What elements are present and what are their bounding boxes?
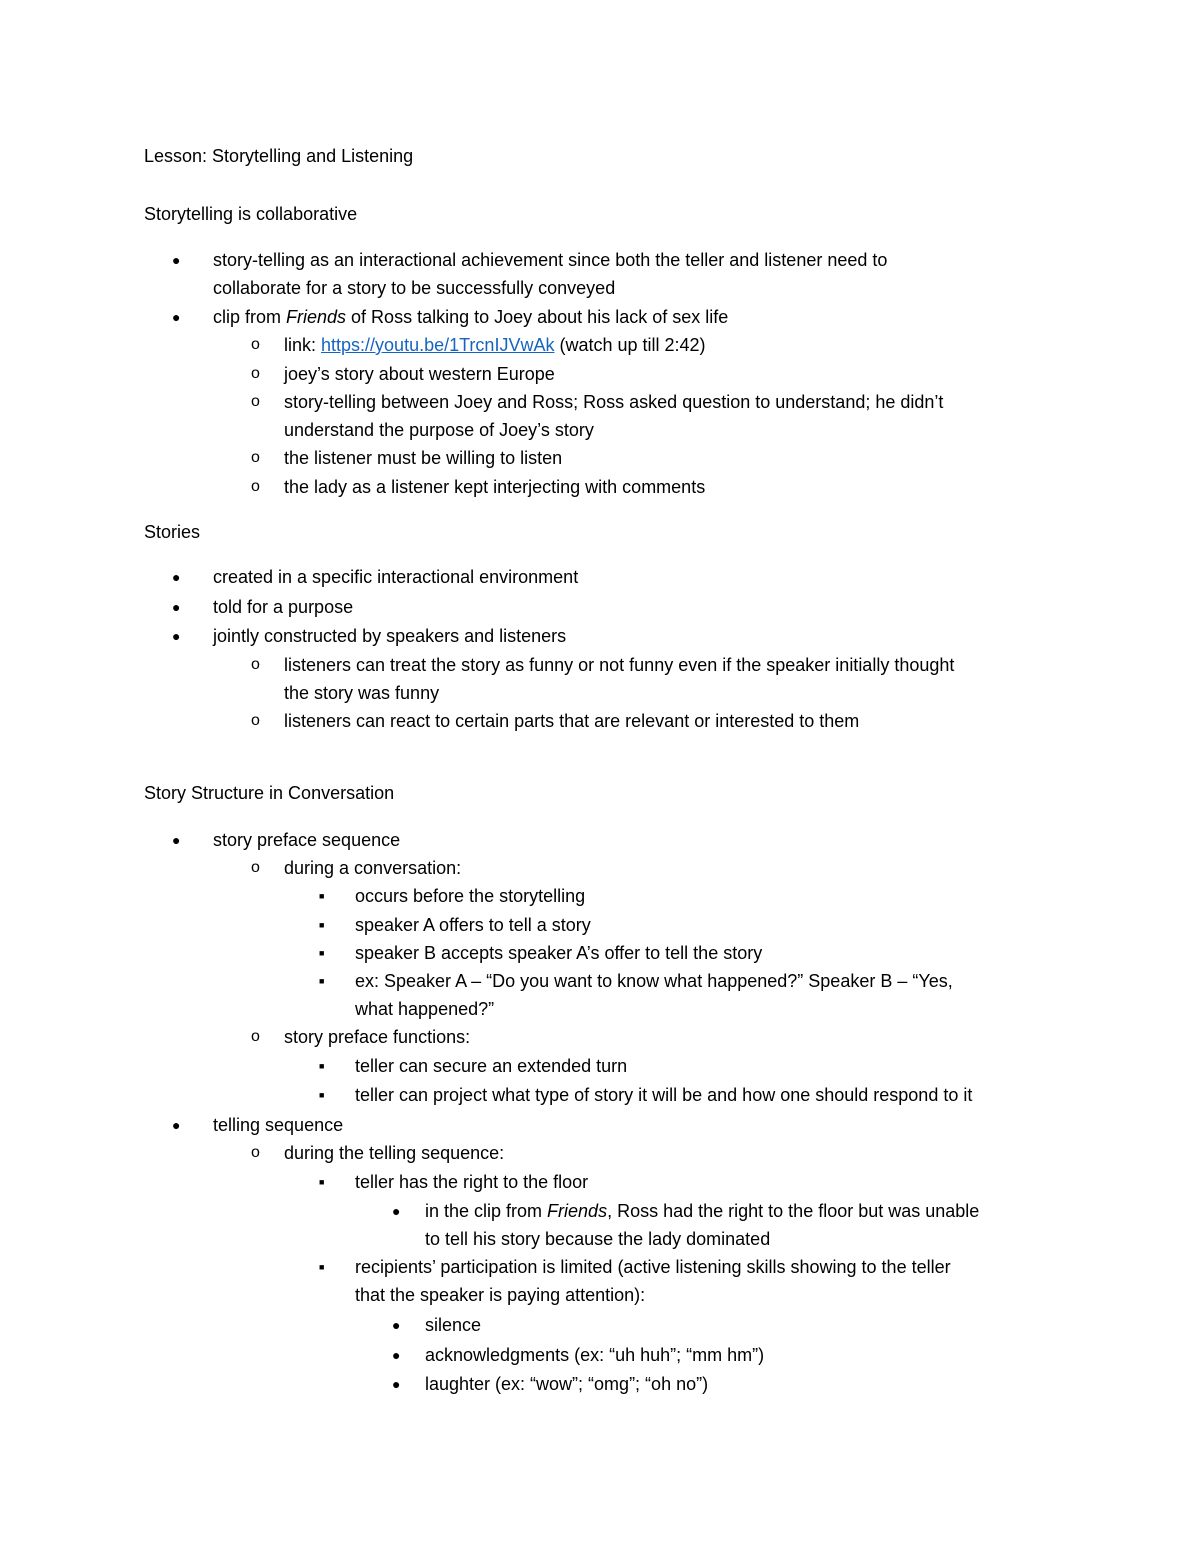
sub-sub-item-text: speaker A offers to tell a story: [355, 915, 591, 935]
disc-bullet: ●: [172, 832, 181, 848]
disc-bullet: ●: [172, 1117, 181, 1133]
sub-sub-item-text: teller can project what type of story it will be and how one should respond to it: [355, 1085, 973, 1105]
nested-item-text: laughter (ex: “wow”; “omg”; “oh no”): [425, 1374, 709, 1394]
list-item-text-continued: collaborate for a story to be successfully conveyed: [213, 278, 616, 298]
list-item-text: story-telling as an interactional achievement since both the teller and listener need to: [213, 250, 888, 270]
list-item-text: created in a specific interactional environment: [213, 567, 579, 587]
sub-sub-item-text-continued: what happened?”: [355, 999, 495, 1019]
text-run: , Ross had the right to the floor but was unable: [607, 1201, 980, 1221]
circle-bullet: o: [251, 478, 260, 495]
circle-bullet: o: [251, 1028, 260, 1045]
list-item-text: told for a purpose: [213, 597, 354, 617]
sub-item-text: during a conversation:: [284, 858, 462, 878]
disc-bullet: ●: [392, 1347, 401, 1363]
disc-bullet: ●: [392, 1203, 401, 1219]
text-run: (watch up till 2:42): [554, 335, 706, 355]
sub-item-text: during the telling sequence:: [284, 1143, 505, 1163]
show-title: Friends: [286, 307, 347, 327]
sub-item-text: story-telling between Joey and Ross; Ross asked question to understand; he didn’t: [284, 392, 944, 412]
sub-item-text: the lady as a listener kept interjecting with comments: [284, 477, 706, 497]
sub-item-link: [284, 333, 706, 357]
nested-item-text: acknowledgments (ex: “uh huh”; “mm hm”): [425, 1345, 765, 1365]
square-bullet: ■: [319, 948, 325, 958]
sub-sub-item-text: occurs before the storytelling: [355, 886, 586, 906]
circle-bullet: o: [251, 449, 260, 466]
sub-item-text: story preface functions:: [284, 1027, 471, 1047]
disc-bullet: ●: [392, 1376, 401, 1392]
nested-item-friends-clip: [425, 1199, 979, 1223]
disc-bullet: ●: [172, 628, 181, 644]
sub-sub-item-text: recipients’ participation is limited (active listening skills showing to the teller: [355, 1257, 951, 1277]
disc-bullet: ●: [172, 569, 181, 585]
text-run: in the clip from: [425, 1201, 548, 1221]
list-item-text: telling sequence: [213, 1115, 344, 1135]
square-bullet: ■: [319, 891, 325, 901]
circle-bullet: o: [251, 656, 260, 673]
sub-sub-item-text-continued: that the speaker is paying attention):: [355, 1285, 646, 1305]
sub-item-text-continued: the story was funny: [284, 683, 440, 703]
text-run: of Ross talking to Joey about his lack of sex life: [346, 307, 729, 327]
sub-item-text: the listener must be willing to listen: [284, 448, 563, 468]
list-item-text: jointly constructed by speakers and listeners: [213, 626, 567, 646]
text-run: clip from: [213, 307, 287, 327]
section-heading-structure: Story Structure in Conversation: [144, 783, 395, 803]
disc-bullet: ●: [172, 252, 181, 268]
youtube-link[interactable]: https://youtu.be/1TrcnIJVwAk: [321, 335, 555, 355]
sub-sub-item-text: teller has the right to the floor: [355, 1172, 589, 1192]
square-bullet: ■: [319, 976, 325, 986]
lesson-title: Lesson: Storytelling and Listening: [144, 146, 414, 166]
sub-item-text: listeners can react to certain parts that are relevant or interested to them: [284, 711, 860, 731]
nested-item-text: silence: [425, 1315, 482, 1335]
list-item-text: story preface sequence: [213, 830, 401, 850]
circle-bullet: o: [251, 336, 260, 353]
disc-bullet: ●: [392, 1317, 401, 1333]
circle-bullet: o: [251, 365, 260, 382]
square-bullet: ■: [319, 1090, 325, 1100]
disc-bullet: ●: [172, 309, 181, 325]
square-bullet: ■: [319, 1262, 325, 1272]
circle-bullet: o: [251, 393, 260, 410]
sub-item-text: listeners can treat the story as funny or not funny even if the speaker initially thought: [284, 655, 955, 675]
circle-bullet: o: [251, 859, 260, 876]
text-run: link:: [284, 335, 322, 355]
sub-sub-item-text: speaker B accepts speaker A’s offer to tell the story: [355, 943, 763, 963]
sub-item-text-continued: understand the purpose of Joey’s story: [284, 420, 594, 440]
square-bullet: ■: [319, 1061, 325, 1071]
sub-item-text: joey’s story about western Europe: [284, 364, 555, 384]
sub-sub-item-text: ex: Speaker A – “Do you want to know what happened?” Speaker B – “Yes,: [355, 971, 953, 991]
section-heading-collaborative: Storytelling is collaborative: [144, 204, 358, 224]
show-title: Friends: [547, 1201, 608, 1221]
disc-bullet: ●: [172, 599, 181, 615]
list-item-friends-clip: [213, 305, 728, 329]
square-bullet: ■: [319, 1177, 325, 1187]
circle-bullet: o: [251, 712, 260, 729]
square-bullet: ■: [319, 920, 325, 930]
nested-item-text-continued: to tell his story because the lady dominated: [425, 1229, 771, 1249]
circle-bullet: o: [251, 1144, 260, 1161]
sub-sub-item-text: teller can secure an extended turn: [355, 1056, 628, 1076]
section-heading-stories: Stories: [144, 522, 201, 542]
